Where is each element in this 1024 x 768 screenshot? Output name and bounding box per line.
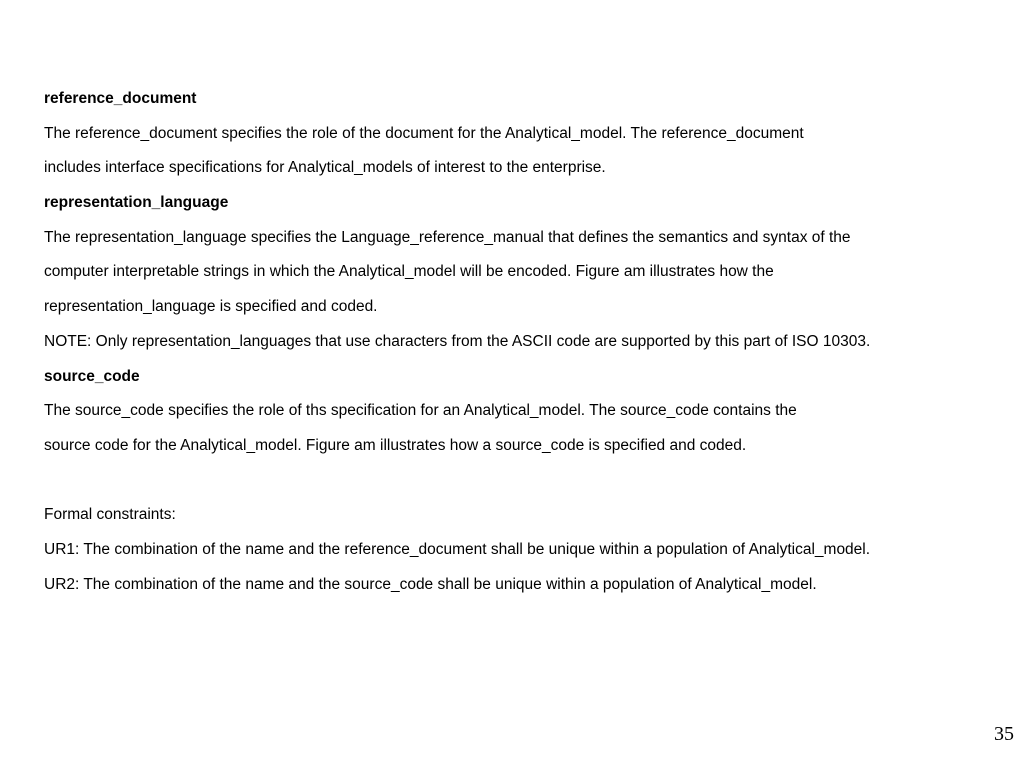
spacer xyxy=(44,464,1014,499)
paragraph-line: The source_code specifies the role of ths specification for an Analytical_model. The source_code contains the xyxy=(44,402,797,420)
section-heading-reference-document: reference_document xyxy=(44,90,197,107)
paragraph-line: The representation_language specifies the Language_reference_manual that defines the semantics and syntax of the xyxy=(44,228,851,246)
paragraph-line: includes interface specifications for Analytical_models of interest to the enterprise. xyxy=(44,159,606,177)
document-body xyxy=(44,82,1014,602)
paragraph-line: representation_language is specified and coded. xyxy=(44,298,378,316)
paragraph-line: source code for the Analytical_model. Figure am illustrates how a source_code is specified and coded. xyxy=(44,436,747,454)
constraints-title: Formal constraints: xyxy=(44,506,176,524)
note-line: NOTE: Only representation_languages that use characters from the ASCII code are supported by this part of ISO 10303. xyxy=(44,332,871,350)
section-heading-representation-language: representation_language xyxy=(44,194,229,212)
paragraph-line: computer interpretable strings in which the Analytical_model will be encoded. Figure am illustrates how the xyxy=(44,263,774,281)
section-heading-source-code: source_code xyxy=(44,367,140,385)
page-number: 35 xyxy=(994,723,1014,745)
paragraph-line: The reference_document specifies the role of the document for the Analytical_model. The reference_document xyxy=(44,124,804,142)
constraint-item: UR1: The combination of the name and the reference_document shall be unique within a population of Analytical_model. xyxy=(44,540,871,558)
constraint-item: UR2: The combination of the name and the source_code shall be unique within a population of Analytical_model. xyxy=(44,575,817,593)
